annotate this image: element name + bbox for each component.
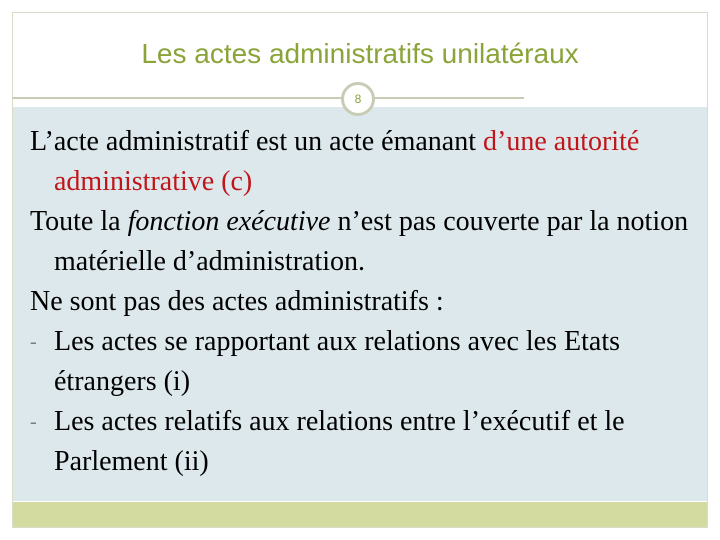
list-item-text: Les actes relatifs aux relations entre l’exécutif et le Parlement (ii) xyxy=(54,406,625,477)
paragraph-exclusions: Ne sont pas des actes administratifs : xyxy=(30,286,444,317)
dash-bullet-icon: - xyxy=(30,411,37,433)
list-item-text: Les actes se rapportant aux relations avec les Etats étrangers (i) xyxy=(54,326,620,397)
executive-text-before: Toute la xyxy=(30,206,128,237)
executive-italic: fonction exécutive xyxy=(127,206,331,237)
page-number-badge: 8 xyxy=(341,82,375,116)
list-item xyxy=(30,402,700,482)
paragraph-definition xyxy=(30,122,700,202)
footer-bar xyxy=(13,502,707,527)
definition-highlight: d’une autorité administrative (c) xyxy=(54,126,640,197)
title-divider xyxy=(12,97,524,99)
list-item xyxy=(30,322,700,402)
dash-bullet-icon: - xyxy=(30,331,37,353)
paragraph-executive-function xyxy=(30,202,700,282)
slide-title: Les actes administratifs unilatéraux xyxy=(141,38,579,69)
slide-content xyxy=(30,122,700,482)
executive-text-after: n’est pas couverte par la notion matérielle d’administration. xyxy=(54,206,689,277)
definition-text: L’acte administratif est un acte émanant xyxy=(30,126,484,157)
